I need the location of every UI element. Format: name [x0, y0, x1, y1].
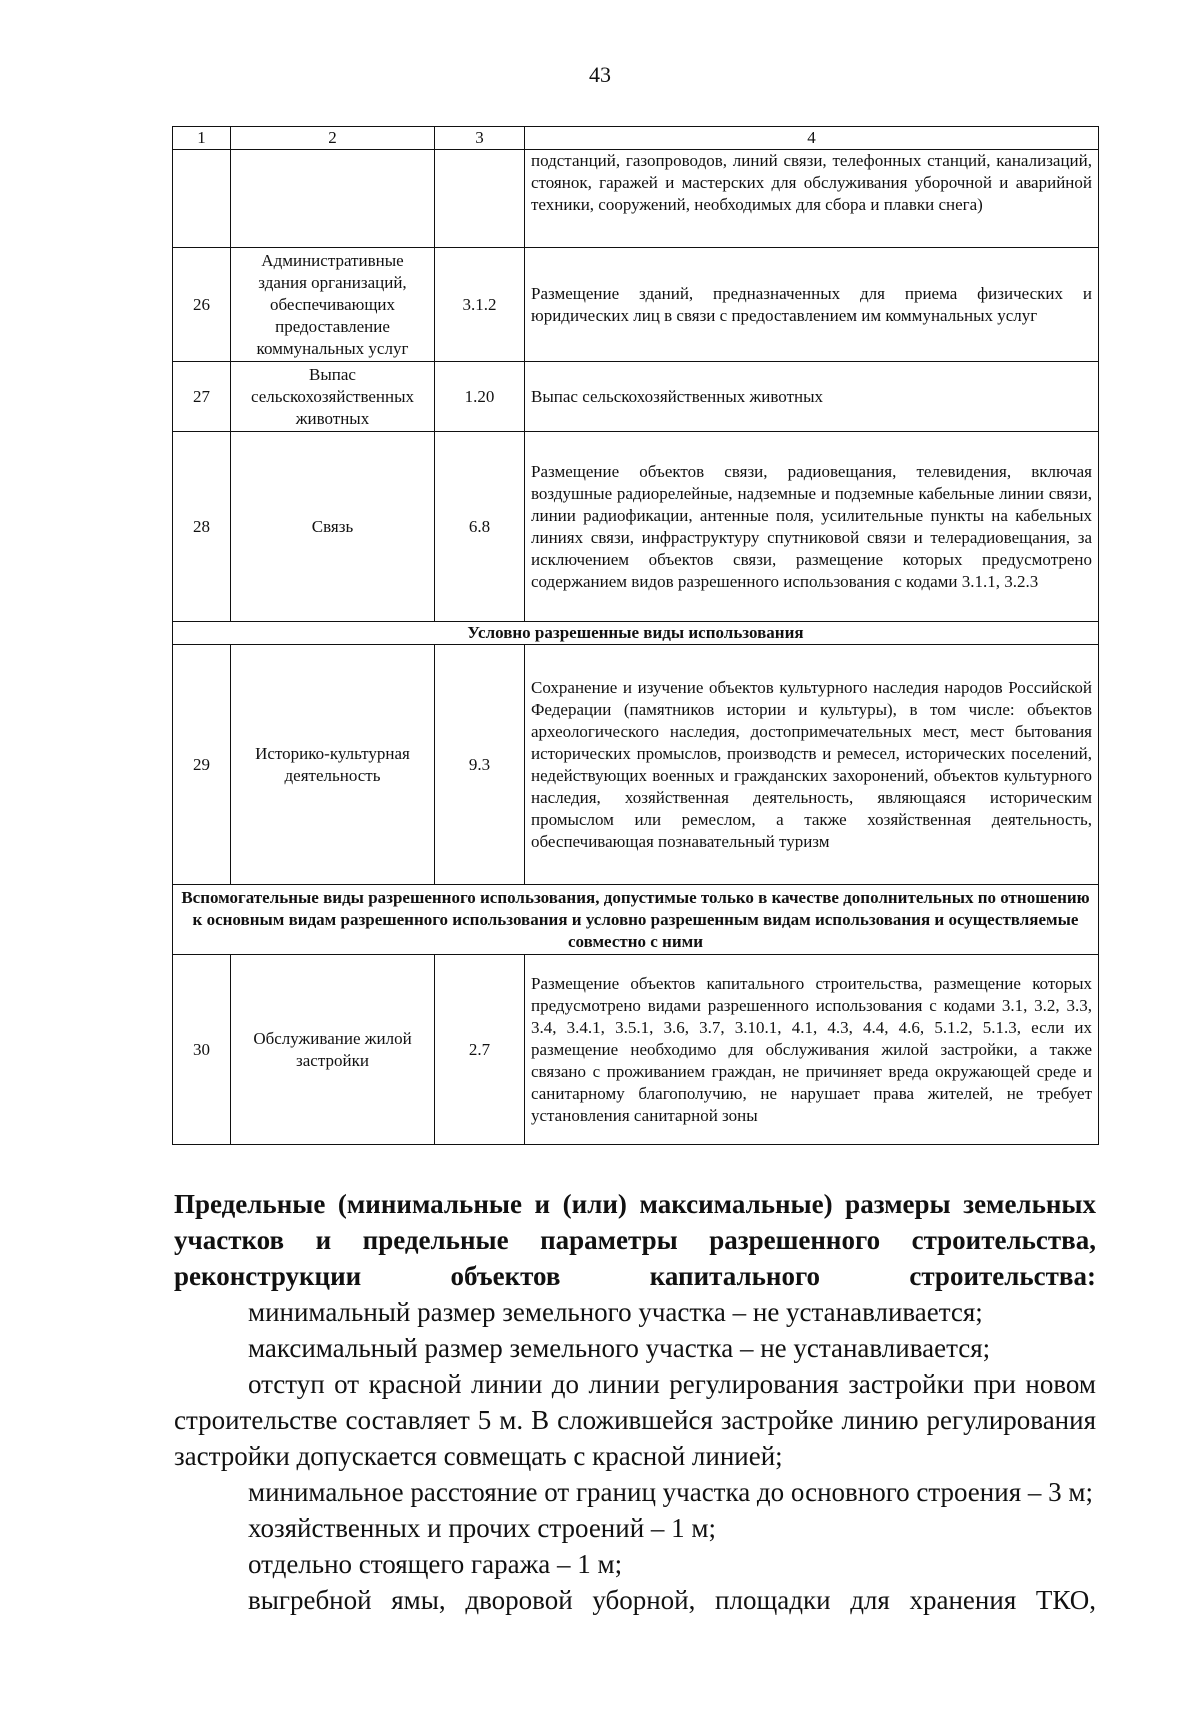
use-name: Связь [231, 432, 435, 622]
use-name: Выпас сельскохозяйственных животных [231, 362, 435, 432]
section-title-auxiliary: Вспомогательные виды разрешенного использования, допустимые только в качестве дополнительных по отношению к основным видам разрешенного использования и условно разрешенным видам использования и осуществляемые совместно с ними [173, 885, 1099, 955]
use-code: 9.3 [435, 645, 525, 885]
section-row [173, 885, 1099, 955]
row-number: 29 [173, 645, 231, 885]
use-code: 6.8 [435, 432, 525, 622]
paragraph: минимальный размер земельного участка – не устанавливается; [248, 1297, 983, 1327]
table-row [173, 362, 1099, 432]
use-description: Размещение объектов капитального строительства, размещение которых предусмотрено видами разрешенного использования с кодами 3.1, 3.2, 3.3, 3.4, 3.4.1, 3.5.1, 3.6, 3.7, 3.10.1, 4.1, 4.3, 4.4, 4.6, 5.1.2, 5.1.3, если их размещение необходимо для обслуживания жилой застройки, а также связано с проживанием граждан, не причиняет вреда окружающей среде и санитарному благополучию, не нарушает права жителей, не требует установления санитарной зоны [525, 955, 1099, 1145]
paragraph: хозяйственных и прочих строений – 1 м; [248, 1513, 716, 1543]
page-number: 43 [589, 62, 611, 87]
use-code: 1.20 [435, 362, 525, 432]
use-description: Сохранение и изучение объектов культурного наследия народов Российской Федерации (памятников истории и культуры), в том числе: объектов археологического наследия, достопримечательных мест, мест бытования исторических промыслов, производств и ремесел, исторических поселений, недействующих военных и гражданских захоронений, объектов культурного наследия, хозяйственная деятельность, являющаяся историческим промыслом или ремеслом, а также хозяйственная деятельность, обеспечивающая познавательный туризм [525, 645, 1099, 885]
paragraph: отдельно стоящего гаража – 1 м; [248, 1549, 623, 1579]
table-header-row [173, 127, 1099, 150]
continuation-cell: подстанций, газопроводов, линий связи, телефонных станций, канализаций, стоянок, гаражей и мастерских для обслуживания уборочной и аварийной техники, сооружений, необходимых для сбора и плавки снега) [525, 150, 1099, 248]
row-number: 30 [173, 955, 231, 1145]
use-name: Историко-культурная деятельность [231, 645, 435, 885]
use-description: Размещение объектов связи, радиовещания, телевидения, включая воздушные радиорелейные, надземные и подземные кабельные линии связи, линии радиофикации, антенные поля, усилительные пункты на кабельных линиях связи, инфраструктуру спутниковой связи и телерадиовещания, за исключением объектов связи, размещение которых предусмотрено содержанием видов разрешенного использования с кодами 3.1.1, 3.2.3 [525, 432, 1099, 622]
use-code: 2.7 [435, 955, 525, 1145]
paragraph: минимальное расстояние от границ участка до основного строения – 3 м; [248, 1477, 1093, 1507]
section-title-conditional: Условно разрешенные виды использования [173, 622, 1099, 645]
use-description: Размещение зданий, предназначенных для приема физических и юридических лиц в связи с предоставлением им коммунальных услуг [525, 248, 1099, 362]
use-name: Административные здания организаций, обеспечивающих предоставление коммунальных услуг [231, 248, 435, 362]
body-text [174, 1186, 1096, 1618]
use-description: Выпас сельскохозяйственных животных [525, 362, 1099, 432]
header-col-3: 3 [435, 127, 525, 150]
row-number: 26 [173, 248, 231, 362]
use-code: 3.1.2 [435, 248, 525, 362]
land-use-table [172, 126, 1099, 1145]
section-row [173, 622, 1099, 645]
header-col-2: 2 [231, 127, 435, 150]
paragraph: максимальный размер земельного участка – не устанавливается; [248, 1333, 991, 1363]
use-name: Обслуживание жилой застройки [231, 955, 435, 1145]
paragraph: отступ от красной линии до линии регулирования застройки при новом строительстве составляет 5 м. В сложившейся застройке линию регулирования застройки допускается совмещать с красной линией; [174, 1369, 1096, 1471]
paragraph: выгребной ямы, дворовой уборной, площадки для хранения ТКО, [248, 1585, 1096, 1615]
table-row [173, 248, 1099, 362]
row-number: 28 [173, 432, 231, 622]
header-col-1: 1 [173, 127, 231, 150]
table-row [173, 955, 1099, 1145]
row-number: 27 [173, 362, 231, 432]
table-row [173, 432, 1099, 622]
table-row [173, 150, 1099, 248]
header-col-4: 4 [525, 127, 1099, 150]
table-row [173, 645, 1099, 885]
section-heading: Предельные (минимальные и (или) максимальные) размеры земельных участков и предельные параметры разрешенного строительства, реконструкции объектов капитального строительства: [174, 1189, 1096, 1291]
